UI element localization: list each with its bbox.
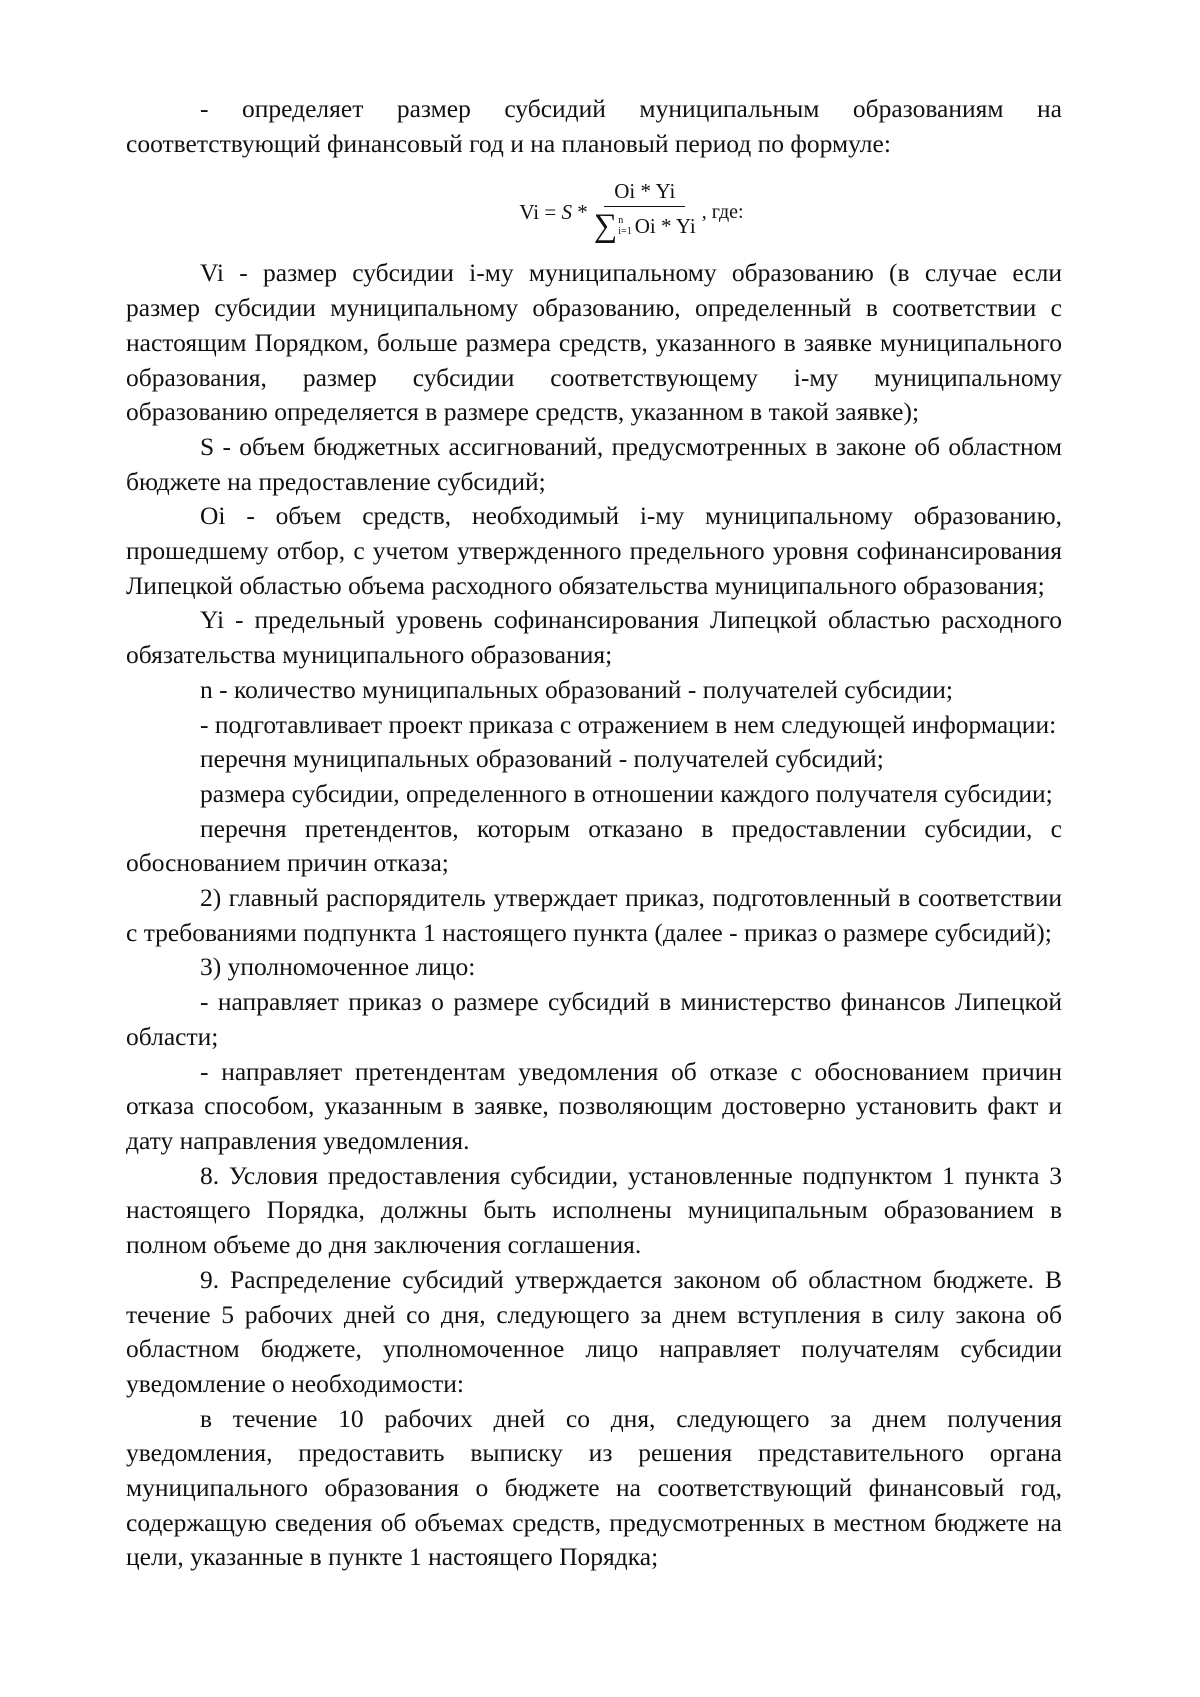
formula-sigma-limits <box>618 216 631 237</box>
formula-tail: , где: <box>701 201 744 224</box>
document-body <box>126 92 1062 1575</box>
formula-lhs <box>519 199 588 224</box>
paragraph-s-definition: S - объем бюджетных ассигнований, предусмотренных в законе об областном бюджете на предоставление субсидий; <box>126 431 1062 496</box>
formula-times: * <box>572 199 588 224</box>
paragraph-item-8: 8. Условия предоставления субсидии, установленные подпунктом 1 пункта 3 настоящего Порядка, должны быть исполнены муниципальным образованием в полном объеме до дня заключения соглашения. <box>126 1160 1062 1260</box>
paragraph-item-2: 2) главный распорядитель утверждает приказ, подготовленный в соответствии с требованиями подпункта 1 настоящего пункта (далее - приказ о размере субсидий); <box>126 883 1062 947</box>
formula-denominator <box>594 207 696 243</box>
subsidy-formula <box>126 169 1062 255</box>
paragraph-vi-definition: Vi - размер субсидии i-му муниципальному образованию (в случае если размер субсидии муниципальному образованию, определенный в соответствии с настоящим Порядком, больше размера средств, указанного в заявке муниципального образования, размер субсидии соответствующему i-му муниципальному образованию определяется в размере средств, указанном в такой заявке); <box>126 258 1062 427</box>
formula-denominator-term: Oi * Yi <box>634 214 696 239</box>
paragraph-intro: - определяет размер субсидий муниципальным образованиям на соответствующий финансовый год и на плановый период по формуле: <box>126 94 1062 158</box>
paragraph-send-refusal: - направляет претендентам уведомления об отказе с обоснованием причин отказа способом, указанным в заявке, позволяющим достоверно установить факт и дату направления уведомления. <box>126 1056 1062 1155</box>
formula-sigma: ∑ <box>593 208 618 245</box>
paragraph-order-draft: - подготавливает проект приказа с отражением в нем следующей информации: <box>200 709 1057 739</box>
paragraph-subsidy-size: размера субсидии, определенного в отношении каждого получателя субсидии; <box>200 778 1053 808</box>
paragraph-item-9: 9. Распределение субсидий утверждается законом об областном бюджете. В течение 5 рабочих дней со дня, следующего за днем вступления в силу закона об областном бюджете, уполномоченное лицо направляет получателям субсидии уведомление о необходимости: <box>126 1264 1062 1398</box>
paragraph-n-definition: n - количество муниципальных образований - получателей субсидии; <box>200 674 953 704</box>
paragraph-recipients-list: перечня муниципальных образований - получателей субсидий; <box>200 744 884 774</box>
paragraph-rejected-list: перечня претендентов, которым отказано в предоставлении субсидии, с обоснованием причин отказа; <box>126 813 1062 878</box>
formula-sigma-lower: i=1 <box>618 225 632 237</box>
formula-numerator: Oi * Yi <box>604 181 685 207</box>
formula-fraction <box>594 181 696 243</box>
paragraph-yi-definition: Yi - предельный уровень софинансирования Липецкой областью расходного обязательства муниципального образования; <box>126 605 1062 670</box>
paragraph-send-order: - направляет приказ о размере субсидий в министерство финансов Липецкой области; <box>126 987 1062 1051</box>
formula-s: S <box>561 199 572 224</box>
paragraph-item-3: 3) уполномоченное лицо: <box>200 952 476 982</box>
paragraph-oi-definition: Oi - объем средств, необходимый i-му муниципальному образованию, прошедшему отбор, с учетом утвержденного предельного уровня софинансирования Липецкой областью объема расходного обязательства муниципального образования; <box>126 501 1062 600</box>
paragraph-deadline: в течение 10 рабочих дней со дня, следующего за днем получения уведомления, предоставить выписку из решения представительного органа муниципального образования о бюджете на соответствующий финансовый год, содержащую сведения об объемах средств, предусмотренных в местном бюджете на цели, указанные в пункте 1 настоящего Порядка; <box>126 1403 1062 1572</box>
formula-lhs-text: Vi = <box>519 199 562 224</box>
formula-sigma-upper: n <box>618 215 624 227</box>
